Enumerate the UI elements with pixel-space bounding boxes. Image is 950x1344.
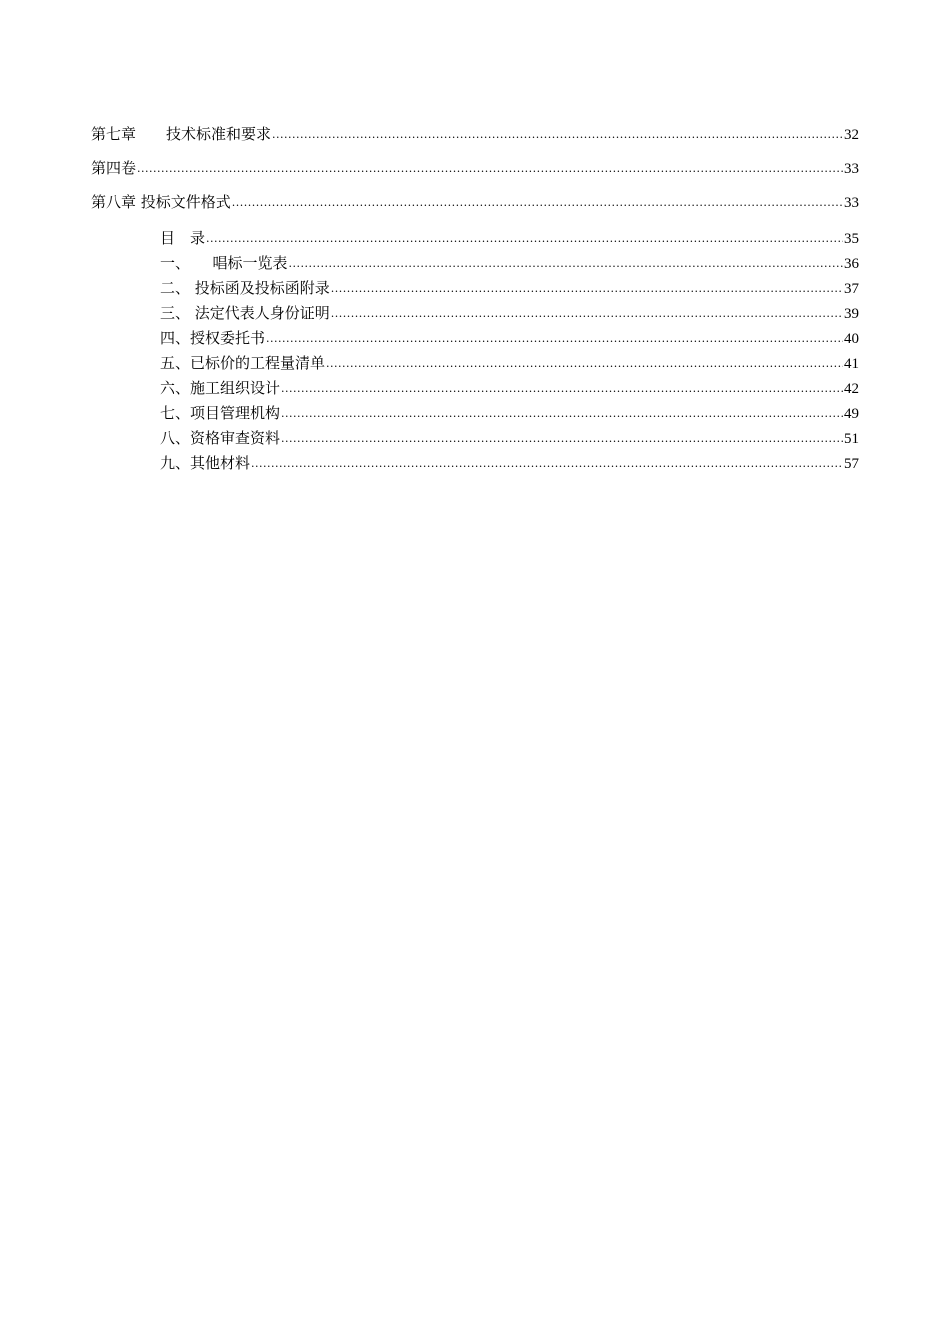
toc-dot-leader <box>266 329 843 349</box>
toc-entry-page-number: 51 <box>844 431 859 447</box>
toc-entry-section-5[interactable] <box>91 353 859 378</box>
toc-dot-leader <box>331 304 843 324</box>
toc-entry-chapter-8[interactable] <box>91 192 859 226</box>
toc-dot-leader <box>232 193 843 213</box>
toc-entry-section-9[interactable] <box>91 453 859 478</box>
toc-entry-title: 七、项目管理机构 <box>160 404 281 422</box>
toc-entry-page-number: 33 <box>844 161 859 177</box>
toc-entry-title: 四、授权委托书 <box>160 329 266 347</box>
toc-entry-page-number: 32 <box>844 127 859 143</box>
toc-entry-page-number: 40 <box>844 331 859 347</box>
toc-dot-leader <box>281 404 843 424</box>
toc-entry-chapter-7[interactable] <box>91 124 859 158</box>
toc-entry-page-number: 35 <box>844 231 859 247</box>
toc-entry-title: 二、 投标函及投标函附录 <box>160 279 330 297</box>
toc-entry-volume-4[interactable] <box>91 158 859 192</box>
toc-entry-section-8[interactable] <box>91 428 859 453</box>
toc-dot-leader <box>272 125 843 145</box>
toc-entry-page-number: 33 <box>844 195 859 211</box>
toc-entry-page-number: 41 <box>844 356 859 372</box>
toc-dot-leader <box>281 429 843 449</box>
toc-entry-title: 五、已标价的工程量清单 <box>160 354 326 372</box>
toc-entry-title: 九、其他材料 <box>160 454 251 472</box>
toc-entry-title: 第四卷 <box>91 159 137 177</box>
table-of-contents <box>91 124 859 478</box>
toc-entry-title: 第八章 投标文件格式 <box>91 193 231 211</box>
toc-entry-title: 一、 唱标一览表 <box>160 254 288 272</box>
toc-entry-title: 八、资格审查资料 <box>160 429 281 447</box>
toc-entry-page-number: 42 <box>844 381 859 397</box>
toc-entry-page-number: 39 <box>844 306 859 322</box>
toc-dot-leader <box>281 379 843 399</box>
toc-entry-title: 六、施工组织设计 <box>160 379 281 397</box>
toc-entry-page-number: 57 <box>844 456 859 472</box>
toc-dot-leader <box>289 254 843 274</box>
toc-entry-page-number: 37 <box>844 281 859 297</box>
toc-entry-title: 三、 法定代表人身份证明 <box>160 304 330 322</box>
toc-entry-contents[interactable] <box>91 228 859 253</box>
toc-dot-leader <box>331 279 843 299</box>
toc-entry-title: 目 录 <box>160 229 206 247</box>
toc-entry-page-number: 36 <box>844 256 859 272</box>
toc-entry-section-1[interactable] <box>91 253 859 278</box>
toc-entry-section-4[interactable] <box>91 328 859 353</box>
toc-dot-leader <box>206 229 843 249</box>
toc-entry-section-2[interactable] <box>91 278 859 303</box>
toc-entry-page-number: 49 <box>844 406 859 422</box>
toc-entry-section-7[interactable] <box>91 403 859 428</box>
toc-entry-title: 第七章 技术标准和要求 <box>91 125 272 143</box>
toc-entry-section-3[interactable] <box>91 303 859 328</box>
toc-dot-leader <box>137 159 843 179</box>
toc-entry-section-6[interactable] <box>91 378 859 403</box>
toc-dot-leader <box>251 454 843 474</box>
toc-dot-leader <box>326 354 843 374</box>
